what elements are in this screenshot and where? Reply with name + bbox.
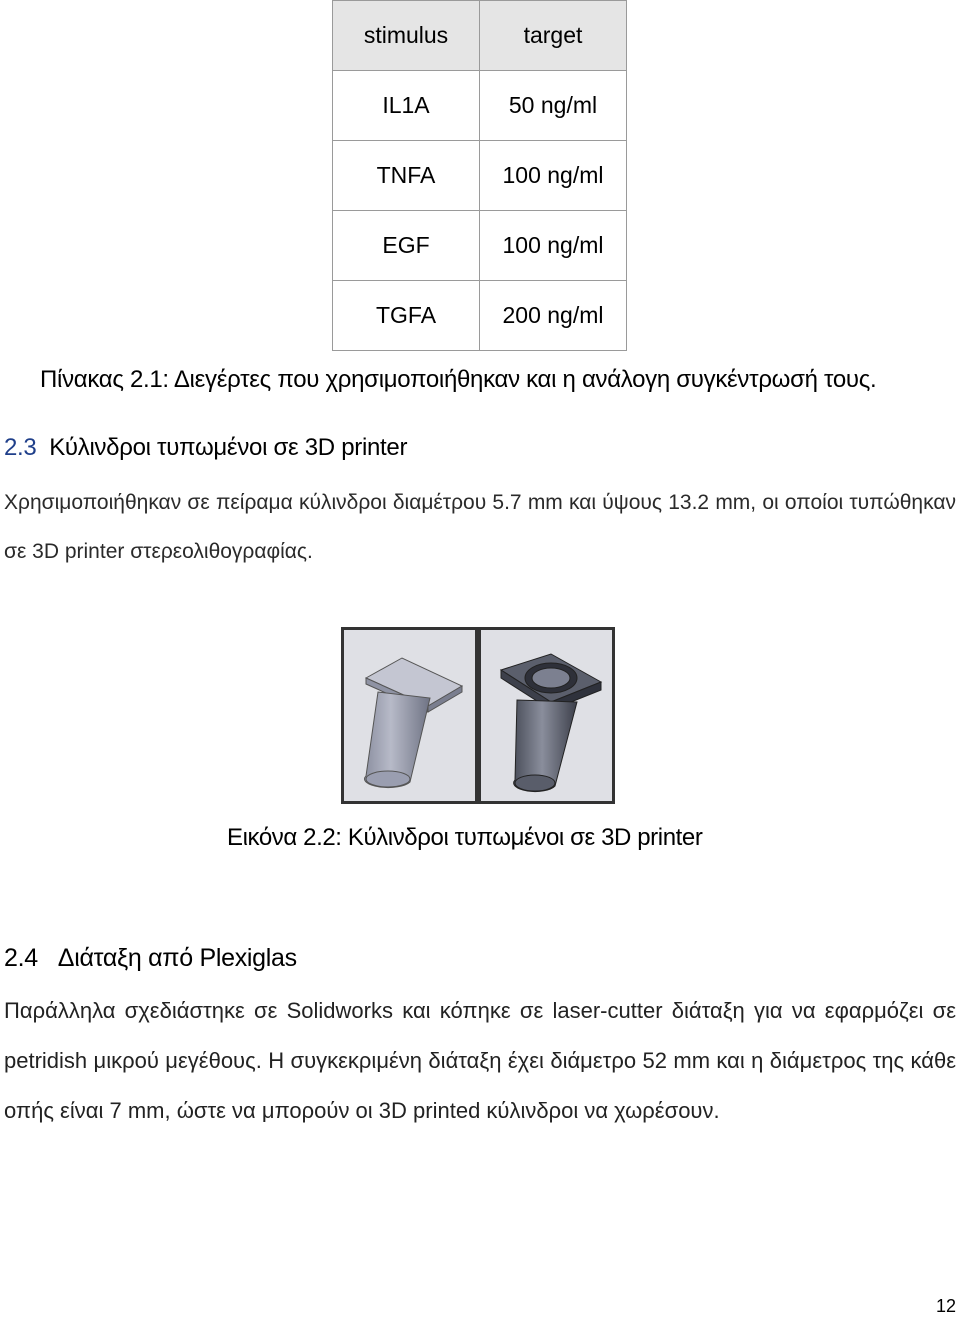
- table-cell: TNFA: [333, 141, 480, 211]
- table-caption: Πίνακας 2.1: Διεγέρτες που χρησιμοποιήθηκαν και η ανάλογη συγκέντρωσή τους.: [40, 366, 877, 393]
- table-row: [333, 71, 627, 141]
- table-cell: 100 ng/ml: [480, 211, 627, 281]
- table-header-row: [333, 1, 627, 71]
- section-number: 2.4: [4, 944, 38, 972]
- table-row: [333, 281, 627, 351]
- table-cell: 200 ng/ml: [480, 281, 627, 351]
- table-cell: TGFA: [333, 281, 480, 351]
- section-title: Διάταξη από Plexiglas: [57, 944, 297, 972]
- section-heading-2-3: [4, 434, 407, 462]
- section-title: Κύλινδροι τυπωμένοι σε 3D printer: [49, 434, 408, 461]
- table-cell: EGF: [333, 211, 480, 281]
- page-number: 12: [935, 1296, 956, 1316]
- table-row: [333, 141, 627, 211]
- cylinder-render-left: [341, 627, 478, 804]
- table-row: [333, 211, 627, 281]
- table-cell: 100 ng/ml: [480, 141, 627, 211]
- section-2-3-paragraph: Χρησιμοποιήθηκαν σε πείραμα κύλινδροι διαμέτρου 5.7 mm και ύψους 13.2 mm, οι οποίοι τυπώθηκαν σε 3D printer στερεολιθογραφίας.: [4, 491, 956, 563]
- table-cell: IL1A: [333, 71, 480, 141]
- table-header-cell: target: [480, 1, 627, 71]
- section-heading-2-4: [4, 944, 297, 973]
- cylinders-figure: [341, 627, 617, 804]
- stimulus-table: [332, 0, 627, 351]
- section-2-4-paragraph: Παράλληλα σχεδιάστηκε σε Solidworks και κόπηκε σε laser-cutter διάταξη για να εφαρμόζει σε petridish μικρού μεγέθους. Η συγκεκριμένη διάταξη έχει διάμετρο 52 mm και η διάμετρος της κάθε οπής είναι 7 mm, ώστε να μπορούν οι 3D printed κύλινδροι να χωρέσουν.: [4, 998, 956, 1123]
- figure-caption: Εικόνα 2.2: Κύλινδροι τυπωμένοι σε 3D printer: [227, 824, 703, 851]
- table-cell: 50 ng/ml: [480, 71, 627, 141]
- section-number: 2.3: [4, 434, 37, 461]
- stimulus-table-container: [332, 0, 627, 351]
- table-header-cell: stimulus: [333, 1, 480, 71]
- cylinder-render-right: [478, 627, 615, 804]
